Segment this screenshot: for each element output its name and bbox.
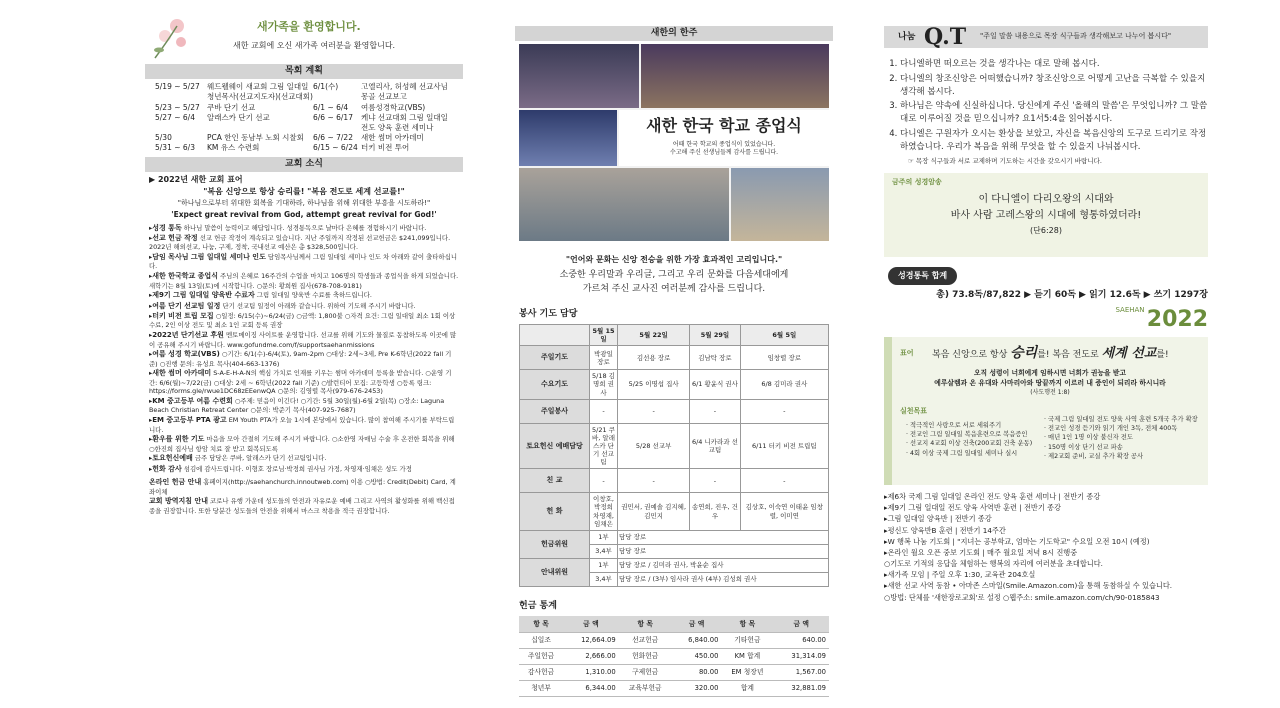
offering-cell: 80.00	[672, 664, 722, 680]
offering-header-row	[519, 616, 829, 632]
news-foot-item	[149, 497, 459, 515]
news-item-body: 하나님 말씀이 능력이고 해답입니다. 성경통독으로 날마다 은혜를 경험하시기 바랍니다.	[183, 223, 427, 232]
duty-row	[520, 469, 829, 493]
news-item-body: 멘토메이징 사이트를 운영합니다. 선교를 위해 기도와 물질로 동참하도록 이곳에 많이 공유해 주시기 바랍니다. www.gofundme.com/f/supportsaehanmissions	[149, 331, 457, 349]
offering-cell: 감사헌금	[519, 664, 563, 680]
brand-year: 2022	[1146, 306, 1208, 332]
duty-date: 5월 22일	[618, 325, 690, 346]
photo-group	[519, 168, 729, 241]
plan-cell: PCA 한인 동남부 노회 시찰회	[207, 132, 304, 142]
offering-cell: 6,344.00	[563, 680, 619, 696]
notice-item: ▸W 행복 나눔 기도회 | "지녀는 공부학교, 엄마는 기도학교" 수요일 오전 10시 (예정)	[884, 536, 1150, 546]
banner-title: 새한 한국 학교 종업식	[646, 116, 802, 136]
duty-value: 담당 장로 / (3부) 임사라 권사 (4부) 김성희 권사	[618, 572, 829, 586]
bible-badge: 성경통독 합계	[888, 267, 957, 285]
news-item-title: 선교 헌금 작정	[152, 233, 198, 242]
news-item	[149, 291, 459, 300]
verse-line2: 바사 사람 고레스왕의 시대에 형통하였더라!	[950, 209, 1142, 221]
news-bullet: ▸	[149, 369, 153, 378]
duty-row-header: 주일기도	[520, 346, 590, 370]
offering-cell: 헌화헌금	[619, 648, 672, 664]
plan-cell: 알래스카 단기 선교	[207, 112, 270, 122]
column-photo-duty	[515, 0, 833, 708]
news-item-title: EM 중고등부 PTA 광고	[152, 416, 227, 425]
offering-header: 금 액	[773, 616, 829, 632]
notice-item: ▸제9기 그림 일대일 전도 양육 사역반 훈련 | 전반기 종강	[884, 503, 1061, 513]
verse-box	[884, 173, 1208, 257]
duty-service: 1부	[590, 530, 618, 544]
news-foot-body: 코로나 유행 가운데 성도들의 안전과 자유로운 예배 그리고 사역의 활성화를 위해 백신접종을 권장합니다. 또한 당분간 성도들의 안전을 위해서 마스크 착용을 적극 권장합니다.	[149, 497, 455, 515]
news-bullet: ▸	[149, 350, 153, 359]
offering-title: 헌금 통계	[519, 600, 557, 611]
notices	[884, 491, 1208, 603]
duty-row-header: 주일봉사	[520, 399, 590, 423]
motto-text	[932, 345, 1169, 363]
duty-cell: -	[618, 469, 690, 493]
news-item-title: 환우를 위한 기도	[152, 435, 205, 444]
offering-cell: 주일헌금	[519, 648, 563, 664]
goal-item: · 150명 이상 단기 선교 파송	[1044, 443, 1123, 451]
news-item	[149, 465, 459, 474]
news-item-body: 금주 담당은 쿠바, 알래스카 단기 선교팀입니다.	[194, 454, 327, 463]
banner-box	[619, 110, 829, 166]
news-item-title: 토요헌신예배	[152, 454, 193, 463]
offering-cell: 청년부	[519, 680, 563, 696]
duty-service: 1부	[590, 558, 618, 572]
qt-prefix: 나눔	[898, 32, 916, 42]
news-bullet: ▸	[149, 223, 153, 232]
duty-service: 3,4부	[590, 544, 618, 558]
news-item-title: 새한 썸머 아카데미	[152, 369, 212, 378]
duty-cell: 권민서, 권예솔 김지혜, 김민지	[618, 493, 690, 531]
duty-cell: 6/11 터키 비전 트립팀	[740, 423, 828, 469]
duty-cell: 김선용 장로	[618, 346, 690, 370]
offering-cell: EM 청장년	[721, 664, 773, 680]
offering-header: 항 목	[519, 616, 563, 632]
news-item-title: 여름 단기 선교팀 일정	[152, 301, 221, 310]
duty-date: 6월 5일	[740, 325, 828, 346]
column-qt-notices	[884, 0, 1208, 708]
news-item-body: ○주제: 믿음이 이긴다! ○기간: 5월 30일(월)-6월 2일(목) ○장소: Laguna Beach Christian Retreat Center ○문의: 박준기 목사(407-925-7687)	[149, 397, 445, 415]
news-item-body: 그림 일대일 양육반 수료를 축하드립니다.	[256, 291, 372, 300]
news-footer	[149, 478, 459, 515]
welcome-subtitle: 새한 교회에 오신 새가족 여러분을 환영합니다.	[233, 41, 396, 50]
offering-header: 항 목	[721, 616, 773, 632]
plan-cell: 케냐 선교대회 그림 일대일 전도 양육 훈련 세미나	[361, 112, 448, 132]
photo-classroom	[731, 168, 829, 241]
duty-cell: 6/1 황윤식 권사	[690, 370, 740, 399]
offering-cell: 구제헌금	[619, 664, 672, 680]
news-item-body: 선교 헌금 작정이 계속되고 있습니다. 지난 주일까지 작정된 선교헌금은 $241,099입니다. 2022년 해외선교, 나눔, 구제, 정착, 국내선교 예산은 총 $328,500입니다.	[149, 233, 451, 252]
news-item	[149, 253, 459, 271]
motto-verse2: 예루살렘과 온 유대와 사마리아와 땅끝까지 이르러 내 증인이 되리라 하시니라	[934, 379, 1166, 388]
duty-cell: -	[590, 469, 618, 493]
plan-cell: 터키 비전 투어	[361, 143, 410, 152]
news-item-body: 담임목사님께서 그림 일대일 세미나 인도 차 아래와 같이 출타하십니다.	[149, 253, 457, 271]
motto-line3: 'Expect great revival from God, attempt great revival for God!'	[171, 210, 437, 220]
news-item-body: S-A-E-H-A-N의 핵심 가치로 인재를 키우는 썸머 아카데미 등록을 받습니다. ○운영 기간: 6/6(월)~7/22(금) ○대상: 2세 ~ 6학년(2022 fall 기준) ○발런티어 모집: 고등학생 ○등록 링크: https://forms.gle/rwue1DC68zEEenwQA ○문의: 김영렬 목사(979-676-2453)	[149, 369, 452, 396]
plan-row	[155, 143, 453, 153]
duty-title: 봉사 기도 담당	[519, 308, 578, 319]
news-bullet: ▸	[149, 253, 153, 262]
news-foot-body: 홈페이지(http://saehanchurch.innoutweb.com) 이용 ○방법: Credit(Debit) Card, 계좌이체	[149, 478, 456, 496]
notice-item: ▸온라인 월요 오픈 중보 기도회 | 매주 월요일 저녁 8시 진행중	[884, 547, 1078, 557]
offering-row	[519, 648, 829, 664]
news-item	[149, 369, 459, 396]
news-item-title: 새한 한국학교 종업식	[152, 272, 218, 281]
news-bullet: ▸	[149, 435, 153, 444]
news-foot-title: 온라인 헌금 안내	[149, 478, 202, 487]
goal-item: · 전교인 성경 듣기와 읽기 개인 3독, 전체 400독	[1044, 425, 1178, 433]
plan-cell: 새한 썸머 아카데미	[361, 132, 424, 142]
goal-item: · 매년 1인 1명 이상 불신자 전도	[1044, 434, 1133, 442]
duty-row-header: 헌금위원	[520, 530, 590, 558]
goal-item: · 국제 그림 일대일 전도 양육 사역 훈련 5개국 추가 확장	[1044, 416, 1198, 424]
duty-cell: -	[740, 399, 828, 423]
goal-item: · 제2교회 준비, 교실 추가 확장 공사	[1044, 452, 1144, 460]
qt-note: "주일 말씀 내용으로 목장 식구들과 생각해보고 나누어 봅시다"	[980, 32, 1172, 40]
qt-item: 3. 하나님은 약속에 신실하십니다. 당신에게 주신 '올해의 말씀'은 무엇입니까? 그 말씀대로 이루어질 것을 믿으십니까? 요1서5:4을 읽어봅시다.	[900, 100, 1208, 126]
news-bullet: ▸	[149, 331, 153, 340]
qt-item: 4. 다니엘은 구원자가 오시는 환상을 보았고, 자신을 복음신앙의 도구로 드리기로 작정하였습니다. 우리가 복음을 위해 무엇을 할 수 있을지 나눠봅시다.	[900, 128, 1208, 154]
notice-item: ▸새한 선교 사역 동참 • 아마존 스마일(Smile.Amazon.com)을 통해 동참하실 수 있습니다.	[884, 581, 1173, 591]
duty-cell: -	[590, 399, 618, 423]
verse-title: 금주의 성경암송	[892, 178, 942, 187]
verse-ref: (단6:28)	[1030, 226, 1062, 236]
brand-name: SAEHAN	[1115, 305, 1145, 314]
news-bullet: ▸	[149, 464, 153, 473]
notice-item: ▸평신도 양육반B 훈련 | 전반기 14주간	[884, 525, 1006, 535]
motto-w1: 승리	[1010, 345, 1038, 362]
offering-row	[519, 632, 829, 648]
thanks-line2: 가르쳐 주신 교사진 여러분께 감사를 드립니다.	[582, 283, 766, 294]
duty-row-header: 헌 화	[520, 493, 590, 531]
offering-cell: 1,310.00	[563, 664, 619, 680]
notice-item: ○기도로 기적의 응답을 체험하는 행복의 자리에 여러분을 초대합니다.	[884, 559, 1103, 569]
duty-cell: 김상호, 이숙연 이태윤 임창렬, 이미연	[740, 493, 828, 531]
duty-cell: 박광일 장로	[590, 346, 618, 370]
news-bullet: ▸	[149, 272, 153, 281]
plan-cell: 5/23 ~ 5/27	[155, 102, 200, 112]
news-item	[149, 435, 459, 453]
news-item-title: 성경 통독	[152, 223, 182, 232]
duty-cell: -	[740, 469, 828, 493]
offering-cell: 6,840.00	[672, 632, 722, 648]
motto-label: 표어	[900, 349, 914, 358]
duty-cell: 김남탁 장로	[690, 346, 740, 370]
qt-item: 1. 다니엘하면 떠오르는 것을 생각나는 대로 말해 봅시다.	[900, 58, 1208, 71]
duty-value: 담당 장로 / 김미라 권사, 박윤순 집사	[618, 558, 829, 572]
news-bullet: ▸	[149, 233, 153, 242]
motto-t3: 를!	[1156, 350, 1169, 361]
notice-item: ○방법: 단체를 '새한장로교회'로 설정 ○웹주소: smile.amazon.com/ch/90-0185843	[884, 592, 1160, 602]
duty-cell: 5/21 쿠바, 알래스카 단기 선교팀	[590, 423, 618, 469]
notice-item: ▸그림 일대일 양육반 | 전반기 종강	[884, 514, 992, 524]
news-bullet: ▸	[149, 416, 153, 425]
duty-cell: 이창호, 박정희 차영재, 임채은	[590, 493, 618, 531]
plan-cell: 웨드웰웨이 새교회 그림 일대일 청년목사(선교지도자)(선교대회)	[207, 82, 313, 102]
offering-cell: 합계	[721, 680, 773, 696]
news-bullet: ▸	[149, 397, 153, 405]
news-foot-item	[149, 478, 459, 496]
photo-drums	[641, 44, 829, 108]
plan-cell: 6/15 ~ 6/24	[313, 143, 358, 152]
thanks-line1: 소중한 우리말과 우리글, 그리고 우리 문화를 다음세대에게	[559, 270, 789, 281]
plan-cell: 쿠바 단기 선교	[207, 102, 256, 112]
plan-cell: 6/1(수)	[313, 82, 339, 92]
plan-schedule	[145, 82, 463, 153]
offering-header: 금 액	[672, 616, 722, 632]
duty-row-header: 토요헌신 예배담당	[520, 423, 590, 469]
news-item	[149, 350, 459, 368]
qt-title: Q.T	[924, 24, 967, 50]
duty-value: 담당 장로	[618, 544, 829, 558]
plan-label: 실천목표	[900, 407, 928, 416]
flower-illustration	[147, 12, 195, 62]
news-item-body: ○일정: 6/15(수)~6/24(금) ○금액: 1,800불 ○자격 요건: 그림 일대일 최소 1회 이상 수료, 2인 이상 전도 및 최소 1인 교회 등록 권장	[149, 312, 456, 330]
offering-row	[519, 680, 829, 696]
news-band: 교회 소식	[145, 157, 463, 172]
news-item-body: 단기 선교팀 일정이 아래와 같습니다. 위하여 기도해 주시기 바랍니다.	[222, 301, 416, 310]
plan-row	[155, 113, 453, 133]
plan-band: 목회 계획	[145, 64, 463, 79]
offering-cell: 기타헌금	[721, 632, 773, 648]
plan-cell: 5/30	[155, 132, 172, 142]
photo-stage	[519, 110, 617, 166]
news-item	[149, 224, 459, 233]
offering-cell: 12,664.09	[563, 632, 619, 648]
offering-cell: 1,567.00	[773, 664, 829, 680]
duty-cell: -	[618, 399, 690, 423]
news-item-title: 담임 목사님 그림 일대일 세미나 인도	[152, 253, 266, 262]
duty-row	[520, 370, 829, 399]
news-item-body: 주님의 은혜로 16주간의 수업을 마치고 106명의 학생들과 종업식을 하게 되었습니다. 새학기는 8월 13일(토)에 시작합니다. ○문의: 황희원 집사(678-708-9181)	[149, 272, 459, 290]
duty-date: 5월 15일	[590, 325, 618, 346]
duty-cell: 임창렬 장로	[740, 346, 828, 370]
bible-stats: 총) 73.8독/87,822 ▶ 듣기 60독 ▶ 읽기 12.6독 ▶ 쓰기 1297장	[936, 290, 1208, 301]
duty-value: 담당 장로	[618, 530, 829, 544]
news-item-body: 섬김에 감사드립니다. 이형호 장로님·박정희 권사님 가정, 차영재·임채은 성도 가정	[183, 464, 412, 473]
welcome-header	[145, 0, 463, 58]
duty-cell: -	[690, 469, 740, 493]
news-item-body: 마음을 모아 간절히 기도해 주시기 바랍니다. ○소한영 자매님 수술 후 온전한 회복을 위해 ○한진희 집사님 항암 치료 잘 받고 회복되도록	[149, 435, 455, 453]
duty-usher-row	[520, 558, 829, 572]
news-item	[149, 234, 459, 252]
duty-row-header: 수요기도	[520, 370, 590, 399]
goals-left	[906, 421, 1032, 458]
duty-cell: 6/4 니카라과 선교팀	[690, 423, 740, 469]
news-item	[149, 454, 459, 463]
qt-list	[884, 58, 1208, 153]
verse-line1: 이 다니엘이 다리오왕의 시대와	[978, 194, 1114, 206]
column-welcome-news	[145, 0, 463, 708]
brand	[884, 306, 1208, 334]
news-item	[149, 272, 459, 290]
banner-line2: 수고해 주신 선생님들께 감사를 드립니다.	[669, 148, 779, 156]
offering-header: 항 목	[619, 616, 672, 632]
news-item	[149, 302, 459, 311]
duty-row-header: 친 교	[520, 469, 590, 493]
plan-cell: 6/1 ~ 6/4	[313, 102, 349, 112]
plan-row	[155, 103, 453, 113]
qt-item: 2. 다니엘의 창조신앙은 어떠했습니까? 창조신앙으로 어떻게 고난을 극복할 수 있을지 생각해 봅시다.	[900, 73, 1208, 99]
motto-line1: "복음 신앙으로 항상 승리를! "복음 전도로 세계 선교를!"	[203, 187, 405, 197]
duty-cell: -	[690, 399, 740, 423]
welcome-title: 새가족을 환영합니다.	[257, 20, 361, 33]
qt-header	[884, 26, 1208, 48]
offering-cell: 십일조	[519, 632, 563, 648]
motto-t2: 를! 복음 전도로	[1037, 350, 1102, 361]
duty-date: 5월 29일	[690, 325, 740, 346]
goal-item: · 선교지 4교회 이상 건축(200교회 건축 운동)	[906, 440, 1033, 448]
goals-right	[1044, 415, 1198, 461]
duty-header-row	[520, 325, 829, 346]
duty-row	[520, 346, 829, 370]
news-item	[149, 312, 459, 330]
plan-cell: 여름성경학교(VBS)	[361, 102, 426, 112]
plan-cell: 6/6 ~ 6/17	[313, 112, 353, 122]
offering-header: 금 액	[563, 616, 619, 632]
notice-item: ▸제6차 국제 그림 일대일 온라인 전도 양육 훈련 세미나 | 전반기 종강	[884, 492, 1101, 502]
offering-cell: 2,666.00	[563, 648, 619, 664]
news-item-title: 2022년 단기선교 후원	[152, 331, 224, 340]
news-bullet: ▸	[149, 301, 153, 310]
offering-cell: 선교헌금	[619, 632, 672, 648]
offering-row	[519, 664, 829, 680]
goal-item: · 4회 이상 국제 그림 일대일 세미나 실시	[906, 449, 1018, 457]
plan-cell: 5/31 ~ 6/3	[155, 143, 195, 152]
banner-line1: 어때 한국 학교의 종업식이 있었습니다.	[672, 141, 776, 149]
news-foot-title: 교회 방역지침 안내	[149, 497, 208, 506]
news-item-title: 여름 성경 학교(VBS)	[152, 350, 220, 359]
duty-table	[519, 324, 829, 587]
news-item	[149, 331, 459, 349]
plan-row	[155, 82, 453, 102]
quote: "언어와 문화는 신앙 전승을 위한 가장 효과적인 고리입니다."	[565, 255, 783, 265]
motto-verse-ref: (사도행전 1:8)	[1030, 389, 1070, 397]
plan-cell: 6/6 ~ 7/22	[313, 132, 353, 142]
duty-cell: 5/25 이명섭 집사	[618, 370, 690, 399]
photo-performance	[519, 44, 639, 108]
news-bullet: ▸	[149, 291, 153, 300]
offering-cell: 320.00	[672, 680, 722, 696]
duty-row-header: 안내위원	[520, 558, 590, 586]
plan-cell: 5/19 ~ 5/27	[155, 82, 200, 92]
photo-collage	[519, 44, 829, 241]
duty-corner	[520, 325, 590, 346]
duty-cell: 5/18 김명희 권사	[590, 370, 618, 399]
motto-heading: ▶ 2022년 새한 교회 표어	[149, 175, 243, 185]
goal-item: · 적극적인 사랑으로 서로 세워주기	[906, 422, 1002, 430]
plan-row	[155, 133, 453, 143]
duty-guard-row	[520, 530, 829, 544]
motto-verse1: 오직 성령이 너희에게 임하시면 너희가 권능을 받고	[973, 369, 1127, 378]
plan-cell: KM 유스 수련회	[207, 143, 260, 152]
plan-cell: 5/27 ~ 6/4	[155, 112, 195, 122]
motto-line2: "하나님으로부터 위대한 회복을 기대하라, 하나님을 위해 위대한 부흥을 시도하라!"	[177, 199, 431, 208]
motto-w2: 세계 선교	[1101, 346, 1157, 362]
news-items	[149, 224, 459, 475]
news-item-title: 제9기 그림 일대일 양육반 수료자	[152, 291, 255, 300]
duty-service: 3,4부	[590, 572, 618, 586]
news-item-title: KM 중고등부 여름 수련회	[152, 397, 233, 405]
duty-row	[520, 493, 829, 531]
goal-item: · 전교인 그림 일대일 복음훈련으로 복음증인	[906, 431, 1028, 439]
news-item-body: EM Youth PTA가 오늘 1시에 본당에서 있습니다. 많이 참여해 주시기를 부탁드립니다.	[149, 416, 455, 434]
news-item	[149, 416, 459, 434]
qt-pray: ☞ 목장 식구들과 서로 교제하며 기도하는 시간을 갖으시기 바랍니다.	[908, 157, 1102, 166]
news-bullet: ▸	[149, 312, 153, 321]
offering-cell: KM 합계	[721, 648, 773, 664]
news-item-title: 터키 비전 트립 모집	[152, 312, 214, 321]
duty-cell: 송연희, 진우, 건우	[690, 493, 740, 531]
offering-cell: 31,314.09	[773, 648, 829, 664]
offering-cell: 640.00	[773, 632, 829, 648]
duty-cell: 6/8 김미라 권사	[740, 370, 828, 399]
offering-cell: 450.00	[672, 648, 722, 664]
notice-item: ▸새가족 모임 | 주일 오후 1:30, 교육관 204호실	[884, 570, 1036, 580]
motto-box	[884, 337, 1208, 485]
duty-row	[520, 399, 829, 423]
offering-table	[519, 616, 829, 697]
motto-t1: 복음 신앙으로 항상	[932, 350, 1011, 361]
duty-row	[520, 423, 829, 469]
news-item	[149, 397, 459, 415]
offering-cell: 교육부헌금	[619, 680, 672, 696]
news-item-title: 헌화 감사	[152, 464, 182, 473]
photo-band: 새한의 한주	[515, 26, 833, 41]
news-bullet: ▸	[149, 454, 153, 463]
duty-cell: 5/28 선교부	[618, 423, 690, 469]
offering-cell: 32,881.09	[773, 680, 829, 696]
news-item-body: ○기간: 6/1(수)-6/4(토), 9am-2pm ○대상: 2세~3세, Pre K-6학년(2022 fall 기준) ○진행 문의: 유성요 목사(404-663-1376)	[149, 350, 452, 368]
plan-cell: 고엘리사, 허성혜 선교사님 몽골 선교보고	[361, 82, 448, 102]
